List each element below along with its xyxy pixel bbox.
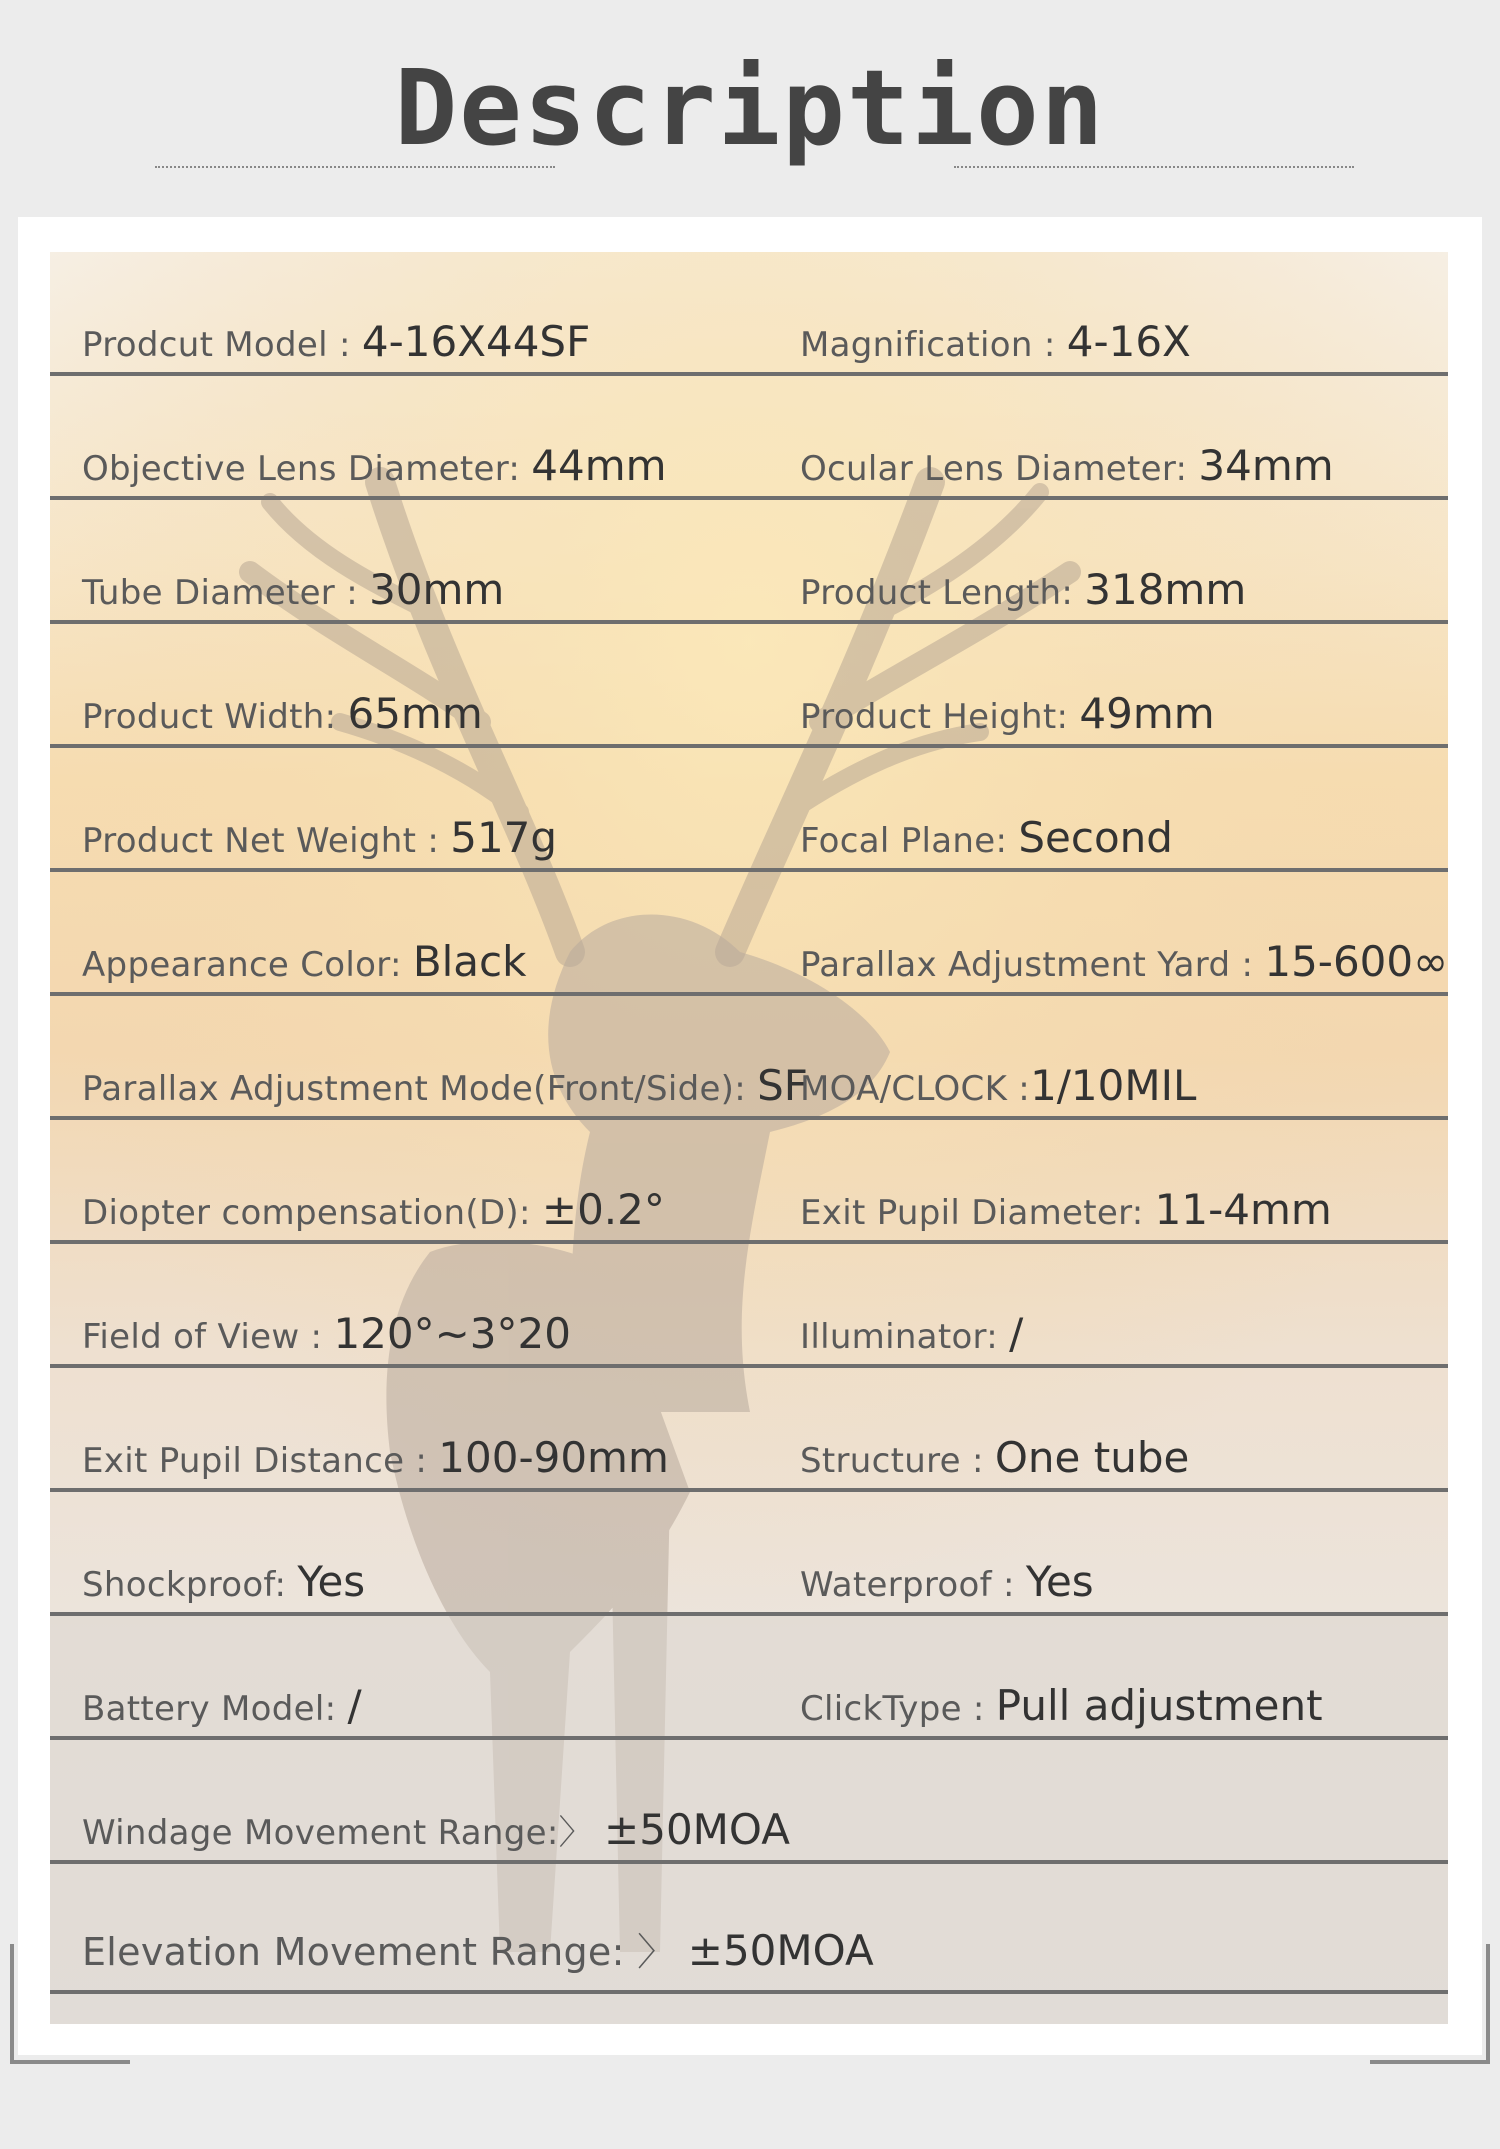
spec-separator: :: [1061, 573, 1085, 613]
spec-separator: :: [519, 1193, 542, 1233]
spec-separator: : 〉: [611, 1930, 688, 1974]
spec-label: Ocular Lens Diameter: [800, 449, 1176, 489]
spec-item: [82, 1921, 874, 1976]
spec-label: Shockproof: [82, 1565, 275, 1605]
spec-value: 15-600∞: [1264, 937, 1449, 986]
spec-value: 34mm: [1198, 441, 1334, 490]
spec-value: 49mm: [1079, 689, 1215, 738]
spec-value: /: [347, 1681, 362, 1730]
spec-label: Structure: [800, 1441, 961, 1481]
spec-label: Waterproof: [800, 1565, 992, 1605]
spec-item: [800, 813, 1173, 862]
spec-label: Objective Lens Diameter: [82, 449, 509, 489]
spec-item: [82, 565, 504, 614]
spec-value: 517g: [450, 813, 558, 862]
spec-label: Focal Plane: [800, 821, 996, 861]
spec-item: [800, 937, 1448, 986]
spec-value: Yes: [297, 1557, 366, 1606]
spec-label: Field of View: [82, 1317, 300, 1357]
spec-value: Black: [412, 937, 527, 986]
spec-value: 11-4mm: [1154, 1185, 1332, 1234]
spec-separator: :: [274, 1565, 298, 1605]
spec-label: Elevation Movement Range: [82, 1930, 612, 1974]
spec-label: Diopter compensation(D): [82, 1193, 519, 1233]
page-title: Description: [394, 47, 1106, 169]
spec-label: Illuminator: [800, 1317, 987, 1357]
spec-label: Product Net Weight: [82, 821, 417, 861]
spec-separator: :: [327, 325, 362, 365]
spec-item: [800, 1681, 1323, 1730]
spec-separator: :: [1007, 1069, 1031, 1109]
spec-item: [800, 1557, 1094, 1606]
spec-row: [50, 1740, 1448, 1864]
title-divider-right: [954, 166, 1354, 168]
spec-separator: :: [299, 1317, 334, 1357]
spec-value: Second: [1018, 813, 1173, 862]
spec-value: 44mm: [531, 441, 667, 490]
spec-label: Tube Diameter: [82, 573, 336, 613]
spec-row: [50, 1616, 1448, 1740]
spec-label: Product Width: [82, 697, 325, 737]
spec-item: [82, 1061, 808, 1110]
spec-item: [800, 1185, 1332, 1234]
spec-value: ±50MOA: [604, 1805, 790, 1854]
spec-item: [800, 1061, 1196, 1110]
spec-row: [50, 1864, 1448, 1994]
spec-item: [82, 813, 557, 862]
spec-label: Prodcut Model: [82, 325, 328, 365]
spec-item: [800, 441, 1334, 490]
spec-value: 318mm: [1084, 565, 1247, 614]
spec-separator: :: [389, 945, 413, 985]
spec-value: 1/10MIL: [1030, 1061, 1197, 1110]
spec-row: [50, 500, 1448, 624]
spec-value: 30mm: [369, 565, 505, 614]
spec-row: [50, 996, 1448, 1120]
spec-separator: :: [324, 697, 348, 737]
spec-item: [82, 1433, 669, 1482]
spec-item: [82, 1309, 571, 1358]
spec-separator: :: [404, 1441, 439, 1481]
title-divider-left: [155, 166, 555, 168]
spec-item: [800, 689, 1215, 738]
spec-row: [50, 1120, 1448, 1244]
spec-label: Exit Pupil Diameter: [800, 1193, 1132, 1233]
spec-value: ±0.2°: [541, 1185, 665, 1234]
spec-item: [82, 1557, 365, 1606]
spec-label: Battery Model: [82, 1689, 325, 1729]
spec-separator: :: [995, 821, 1019, 861]
spec-item: [82, 689, 483, 738]
spec-separator: :: [1230, 945, 1265, 985]
spec-separator: :: [1131, 1193, 1155, 1233]
spec-item: [82, 1185, 665, 1234]
spec-label: MOA/CLOCK: [800, 1069, 1008, 1109]
spec-item: [82, 317, 590, 366]
spec-list: [50, 252, 1448, 2024]
spec-value: /: [1009, 1309, 1024, 1358]
spec-separator: :: [324, 1689, 348, 1729]
spec-row: [50, 748, 1448, 872]
spec-label: Parallax Adjustment Yard: [800, 945, 1231, 985]
spec-row: [50, 1244, 1448, 1368]
spec-value: Yes: [1025, 1557, 1094, 1606]
spec-separator: :: [508, 449, 532, 489]
corner-bracket-left: [10, 1944, 130, 2064]
spec-item: [800, 1433, 1189, 1482]
spec-label: Exit Pupil Distance: [82, 1441, 405, 1481]
spec-separator: :〉: [546, 1813, 605, 1853]
spec-separator: :: [1056, 697, 1080, 737]
corner-bracket-right: [1370, 1944, 1490, 2064]
spec-value: 65mm: [347, 689, 483, 738]
spec-row: [50, 376, 1448, 500]
spec-label: Magnification: [800, 325, 1033, 365]
spec-value: 100-90mm: [438, 1433, 669, 1482]
spec-label: Parallax Adjustment Mode(Front/Side): [82, 1069, 735, 1109]
spec-separator: :: [961, 1689, 996, 1729]
spec-separator: :: [991, 1565, 1026, 1605]
spec-value: SF: [757, 1061, 808, 1110]
spec-value: 4-16X44SF: [361, 317, 591, 366]
spec-row: [50, 1368, 1448, 1492]
spec-value: 4-16X: [1066, 317, 1191, 366]
spec-separator: :: [734, 1069, 758, 1109]
spec-row: [50, 1492, 1448, 1616]
spec-item: [82, 1805, 790, 1854]
spec-separator: :: [1032, 325, 1067, 365]
spec-label: ClickType: [800, 1689, 962, 1729]
spec-label: Appearance Color: [82, 945, 390, 985]
spec-item: [82, 1681, 362, 1730]
spec-value: Pull adjustment: [995, 1681, 1323, 1730]
spec-label: Product Height: [800, 697, 1057, 737]
spec-row: [50, 624, 1448, 748]
spec-row: [50, 252, 1448, 376]
spec-separator: :: [986, 1317, 1010, 1357]
spec-row: [50, 872, 1448, 996]
spec-value: 120°~3°20: [333, 1309, 571, 1358]
spec-label: Windage Movement Range: [82, 1813, 547, 1853]
spec-item: [800, 565, 1246, 614]
spec-separator: :: [335, 573, 370, 613]
spec-item: [800, 317, 1191, 366]
spec-item: [82, 937, 526, 986]
spec-separator: :: [1175, 449, 1199, 489]
spec-item: [800, 1309, 1023, 1358]
spec-item: [82, 441, 667, 490]
spec-label: Product Length: [800, 573, 1062, 613]
spec-value: One tube: [994, 1433, 1190, 1482]
spec-value: ±50MOA: [687, 1926, 874, 1975]
spec-separator: :: [960, 1441, 995, 1481]
spec-separator: :: [416, 821, 451, 861]
